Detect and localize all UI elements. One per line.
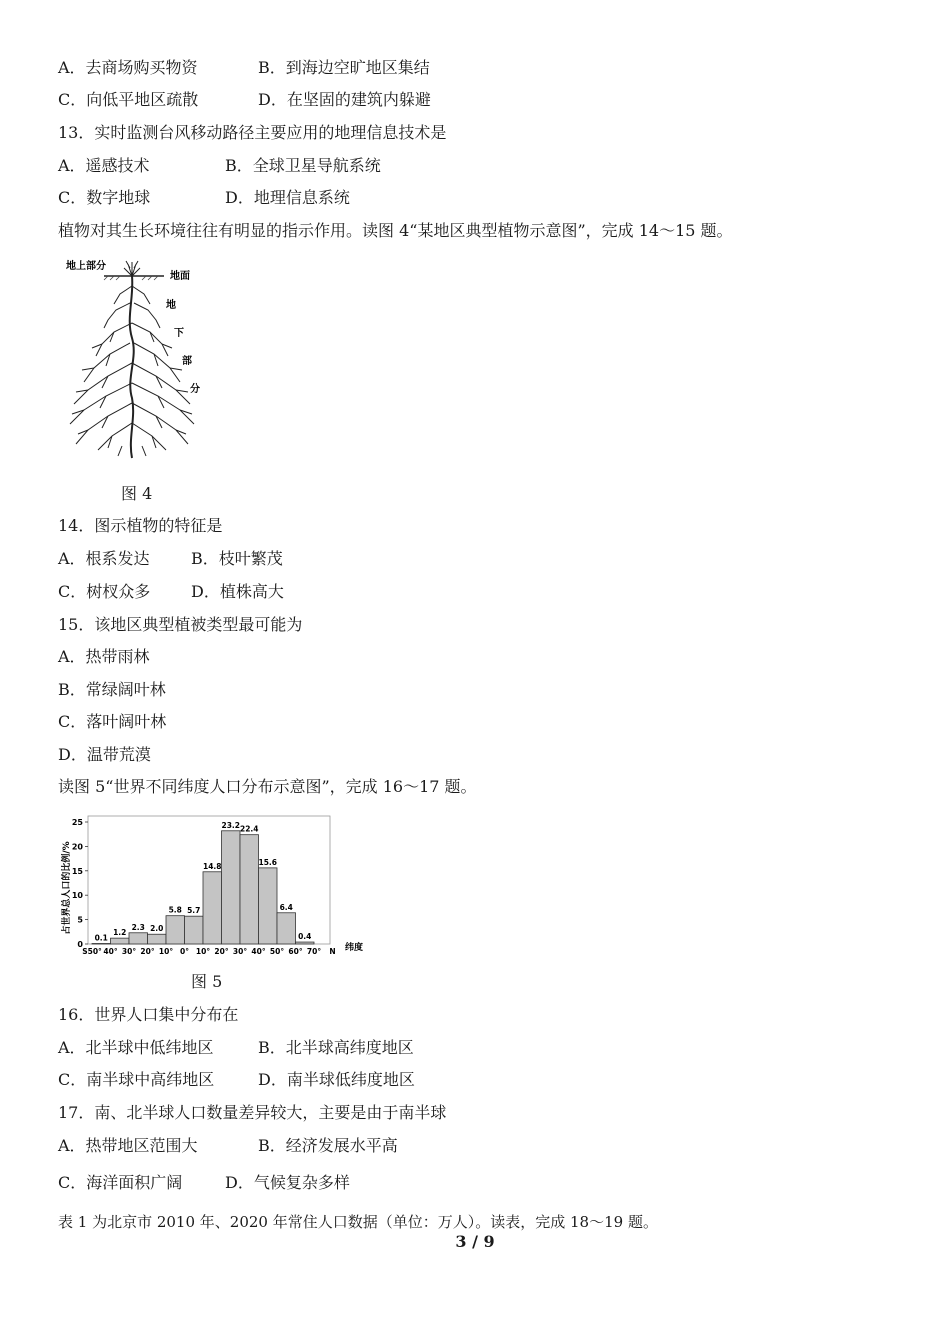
chart-bar (296, 942, 315, 944)
intro-table1: 表 1 为北京市 2010 年、2020 年常住人口数据（单位：万人）。读表，完成 18～19 题。 (58, 1213, 658, 1231)
chart-x-tick-label: 20° (140, 947, 155, 956)
q16-options-row1 (58, 1038, 414, 1058)
chart-x-tick-label: 0° (180, 947, 189, 956)
q16-option-b: B．北半球高纬度地区 (258, 1038, 414, 1057)
chart-bar-value-label: 2.3 (131, 922, 145, 932)
chart-bar-value-label: 6.4 (279, 902, 293, 912)
q13-option-a: A．遥感技术 (58, 156, 150, 175)
chart-bar-value-label: 5.8 (168, 905, 182, 915)
chart-bars (92, 831, 314, 944)
chart-x-tick-label: 20° (214, 947, 229, 956)
chart-bar-value-label: 5.7 (187, 906, 201, 916)
chart-x-ticks (82, 947, 335, 956)
fig5-caption: 图 5 (191, 972, 223, 991)
chart-x-tick-label: 70° (306, 947, 322, 956)
chart-bar (111, 938, 130, 944)
chart-bar (185, 916, 204, 944)
q16-option-d: D．南半球低纬度地区 (258, 1070, 415, 1089)
q14-options-row1 (58, 549, 283, 569)
q17-option-b: B．经济发展水平高 (258, 1136, 398, 1155)
intro-fig4: 植物对其生长环境往往有明显的指示作用。读图 4“某地区典型植物示意图”，完成 14～15 题。 (58, 221, 733, 240)
chart-x-axis-title: 纬度 (345, 943, 364, 953)
q14-option-d: D．植株高大 (191, 582, 284, 601)
chart-x-tick-label: 40° (103, 947, 118, 956)
q17-options-row2 (58, 1173, 350, 1193)
q12-option-b: B．到海边空旷地区集结 (258, 58, 430, 77)
chart-y-tick-label: 25 (71, 818, 83, 827)
q14-option-b: B．枝叶繁茂 (191, 549, 283, 568)
q16-option-a: A．北半球中低纬地区 (58, 1038, 214, 1057)
plant-root-figure (62, 258, 222, 463)
q13-options-row1 (58, 156, 381, 176)
fig4-label-surface: 地面 (170, 271, 190, 282)
chart-y-tick-label: 0 (77, 940, 83, 949)
chart-bar-value-label: 22.4 (239, 824, 259, 834)
fig4-label-below-2: 下 (174, 328, 184, 339)
chart-bar-value-label: 23.2 (221, 820, 241, 830)
chart-x-tick-label: 40° (251, 947, 266, 956)
fig4-label-below-3: 部 (182, 356, 192, 367)
chart-x-tick-label: 30° (232, 947, 248, 956)
population-latitude-chart (58, 812, 370, 962)
chart-x-tick-label: 50° (269, 947, 285, 956)
q15-option-d: D．温带荒漠 (58, 745, 151, 764)
chart-y-tick-label: 5 (77, 915, 83, 925)
shrub-shoot (124, 261, 140, 276)
chart-bar (277, 913, 296, 944)
q16-options-row2 (58, 1070, 415, 1090)
q12-option-c: C．向低平地区疏散 (58, 90, 199, 109)
q12-option-a: A．去商场购买物资 (58, 58, 198, 77)
q17-stem: 17．南、北半球人口数量差异较大，主要是由于南半球 (58, 1103, 447, 1122)
q16-option-c: C．南半球中高纬地区 (58, 1070, 215, 1089)
q12-option-d: D．在坚固的建筑内躲避 (258, 90, 431, 109)
q13-option-d: D．地理信息系统 (225, 188, 350, 207)
chart-x-tick-label: 10° (195, 947, 211, 956)
q12-options-row2 (58, 90, 431, 110)
q15-stem: 15．该地区典型植被类型最可能为 (58, 615, 303, 634)
q15-option-a: A．热带雨林 (58, 647, 150, 666)
q14-options-row2 (58, 582, 284, 602)
q14-option-a: A．根系发达 (58, 549, 150, 568)
chart-y-axis-title: 占世界总人口的比例/% (62, 841, 72, 935)
q13-options-row2 (58, 188, 350, 208)
intro-fig5: 读图 5“世界不同纬度人口分布示意图”，完成 16～17 题。 (58, 777, 477, 796)
chart-y-tick-label: 15 (71, 866, 83, 876)
chart-bar-value-label: 1.2 (113, 928, 127, 938)
q13-option-b: B．全球卫星导航系统 (225, 156, 381, 175)
chart-y-tick-label: 10 (71, 891, 83, 901)
chart-bar-value-label: 2.0 (150, 924, 164, 934)
q14-stem: 14．图示植物的特征是 (58, 516, 223, 535)
taproot (130, 276, 134, 458)
chart-bar (148, 934, 167, 944)
chart-x-tick-label: N (329, 947, 336, 956)
q15-option-b: B．常绿阔叶林 (58, 680, 166, 699)
q13-option-c: C．数字地球 (58, 188, 151, 207)
chart-bar-value-label: 0.1 (94, 933, 108, 943)
chart-bar (240, 835, 259, 944)
chart-x-tick-label: 10° (158, 947, 174, 956)
fig4-label-below-1: 地 (166, 300, 176, 311)
chart-y-ticks (72, 818, 88, 949)
chart-bar-value-label: 0.4 (298, 932, 312, 942)
chart-y-tick-label: 20 (71, 842, 83, 852)
chart-bar (203, 872, 222, 944)
fig4-label-below-4: 分 (190, 384, 200, 395)
q14-option-c: C．树杈众多 (58, 582, 151, 601)
q17-option-c: C．海洋面积广阔 (58, 1173, 183, 1192)
q17-options-row1 (58, 1136, 398, 1156)
fig4-caption: 图 4 (121, 484, 153, 503)
chart-bar (129, 933, 148, 944)
q16-stem: 16．世界人口集中分布在 (58, 1005, 239, 1024)
q13-stem: 13．实时监测台风移动路径主要应用的地理信息技术是 (58, 123, 447, 142)
chart-bar-value-label: 14.8 (202, 861, 222, 871)
q15-option-c: C．落叶阔叶林 (58, 712, 167, 731)
chart-bar (222, 831, 241, 944)
page-number: 3 / 9 (455, 1232, 495, 1251)
q17-option-a: A．热带地区范围大 (58, 1136, 198, 1155)
chart-bar (166, 916, 185, 944)
chart-bar-value-label: 15.6 (258, 857, 278, 867)
chart-bar (259, 868, 278, 944)
q12-options-row1 (58, 58, 430, 78)
chart-x-tick-label: 30° (121, 947, 137, 956)
fig4-label-above-ground: 地上部分 (66, 261, 106, 272)
chart-x-tick-label: S50° (82, 947, 102, 956)
chart-x-tick-label: 60° (288, 947, 303, 956)
q17-option-d: D．气候复杂多样 (225, 1173, 350, 1192)
